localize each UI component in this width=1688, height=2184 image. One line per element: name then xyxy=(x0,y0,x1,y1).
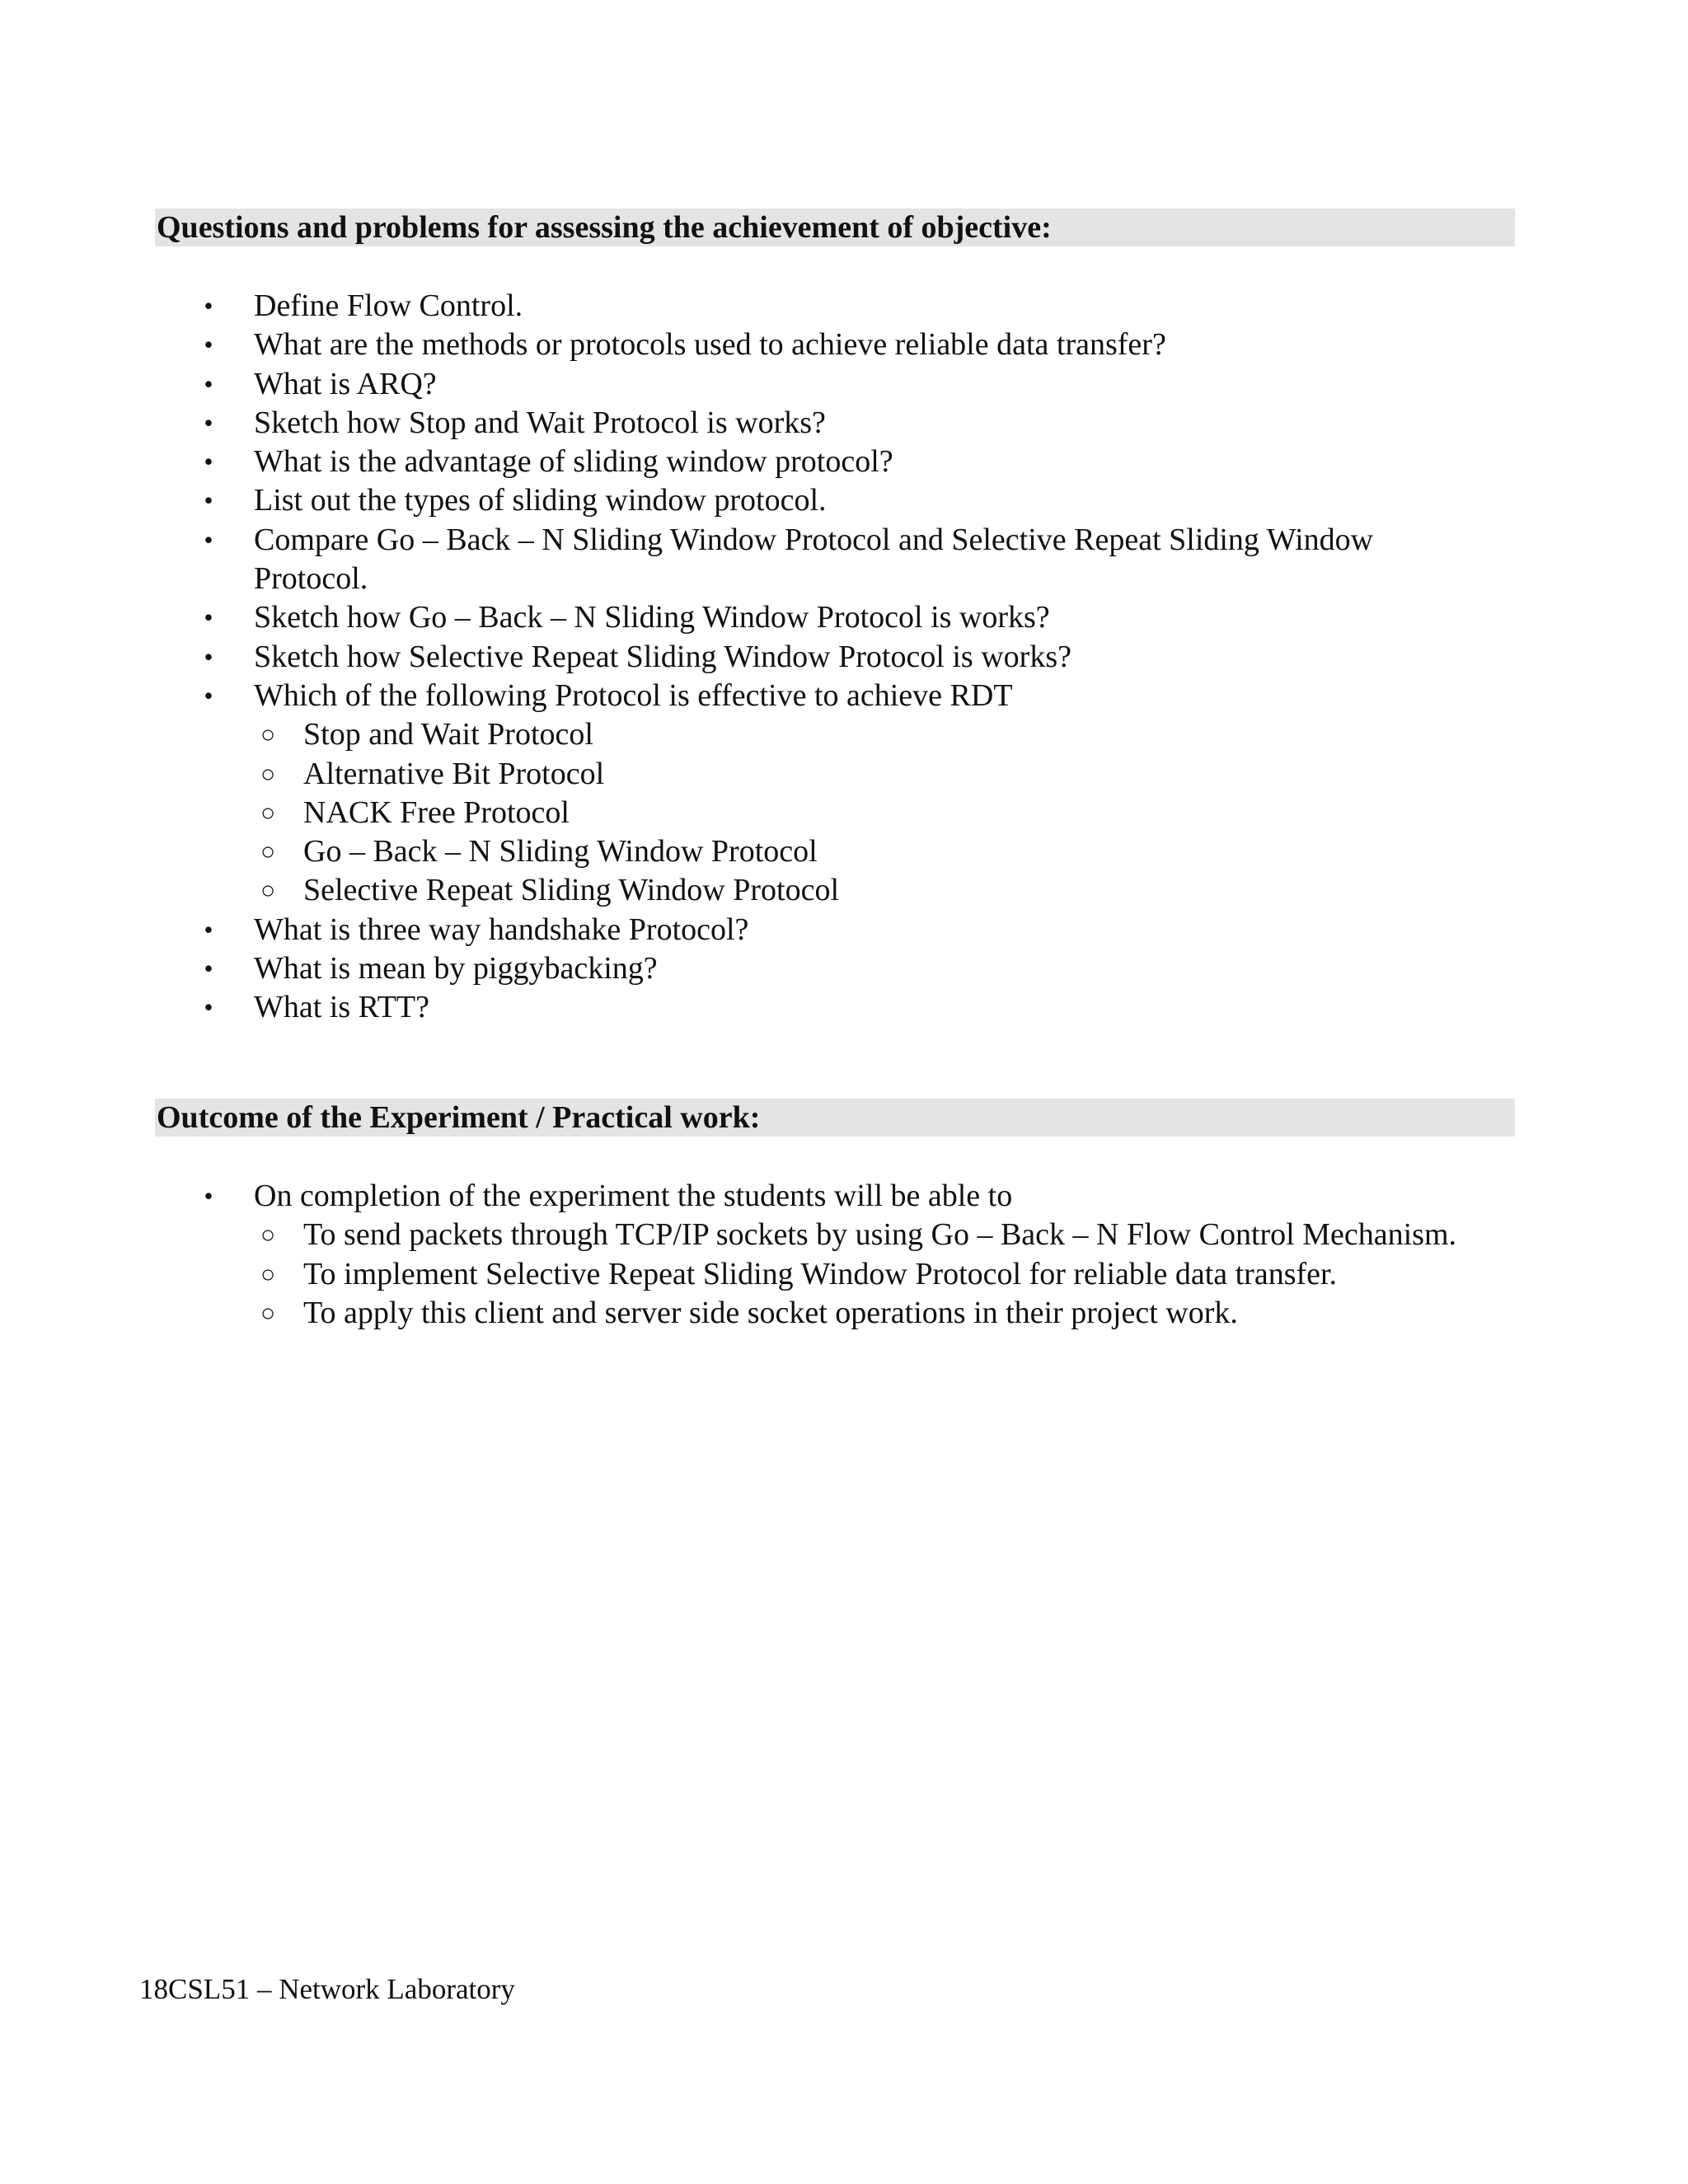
sub-list-item-text: To send packets through TCP/IP sockets by using Go – Back – N Flow Control Mechanism. xyxy=(303,1217,1457,1253)
list-item-text: Compare Go – Back – N Sliding Window Protocol and Selective Repeat Sliding Window Protocol. xyxy=(254,522,1374,597)
sub-list-item xyxy=(0,715,1688,754)
list-item-text: What are the methods or protocols used to achieve reliable data transfer? xyxy=(254,327,1166,363)
hollow-bullet-icon: ○ xyxy=(260,877,276,905)
bullet-icon: • xyxy=(204,447,213,477)
sub-list-item xyxy=(0,832,1688,871)
list-item xyxy=(0,598,1688,637)
bullet-icon: • xyxy=(204,992,213,1023)
sub-list-item xyxy=(0,755,1688,794)
hollow-bullet-icon: ○ xyxy=(260,721,276,749)
bullet-icon: • xyxy=(204,602,213,633)
page-footer: 18CSL51 – Network Laboratory xyxy=(139,1973,515,2005)
list-item xyxy=(0,677,1688,715)
list-item-text: Sketch how Stop and Wait Protocol is works? xyxy=(254,405,826,440)
sub-list-item xyxy=(0,1216,1688,1254)
list-item-text: What is three way handshake Protocol? xyxy=(254,912,749,947)
list-item xyxy=(0,365,1688,404)
sub-list-item-text: To apply this client and server side socket operations in their project work. xyxy=(303,1295,1238,1330)
list-item-text: What is the advantage of sliding window protocol? xyxy=(254,444,893,480)
sub-list-item xyxy=(0,1255,1688,1294)
list-item xyxy=(0,949,1688,988)
bullet-icon: • xyxy=(204,524,213,555)
bullet-icon: • xyxy=(204,291,213,321)
list-item-text: Sketch how Go – Back – N Sliding Window Protocol is works? xyxy=(254,600,1050,635)
bullet-icon: • xyxy=(204,1181,213,1211)
hollow-bullet-icon: ○ xyxy=(260,760,276,788)
bullet-icon: • xyxy=(204,641,213,672)
hollow-bullet-icon: ○ xyxy=(260,1260,276,1288)
list-item xyxy=(0,326,1688,364)
list-item xyxy=(0,1177,1688,1216)
sub-list-item-text: To implement Selective Repeat Sliding Window Protocol for reliable data transfer. xyxy=(303,1256,1338,1291)
list-item xyxy=(0,481,1688,520)
list-item xyxy=(0,911,1688,949)
sub-list-item-text: Alternative Bit Protocol xyxy=(303,756,605,791)
outcome-section-heading: Outcome of the Experiment / Practical work: xyxy=(155,1099,1515,1137)
list-item xyxy=(0,521,1688,599)
hollow-bullet-icon: ○ xyxy=(260,799,276,827)
hollow-bullet-icon: ○ xyxy=(260,1221,276,1249)
bullet-icon: • xyxy=(204,407,213,438)
list-item-text: Define Flow Control. xyxy=(254,288,523,323)
list-item xyxy=(0,443,1688,481)
bullet-icon: • xyxy=(204,914,213,944)
list-item-text: List out the types of sliding window protocol. xyxy=(254,483,827,518)
hollow-bullet-icon: ○ xyxy=(260,1299,276,1327)
questions-section-heading: Questions and problems for assessing the achievement of objective: xyxy=(155,209,1515,246)
list-item xyxy=(0,287,1688,326)
bullet-icon: • xyxy=(204,330,213,360)
bullet-icon: • xyxy=(204,680,213,710)
list-item-text: What is RTT? xyxy=(254,990,429,1025)
sub-list-item xyxy=(0,871,1688,910)
sub-list-item xyxy=(0,1294,1688,1333)
sub-list-item-text: Selective Repeat Sliding Window Protocol xyxy=(303,873,840,908)
list-item xyxy=(0,404,1688,443)
outcome-list xyxy=(0,1177,1688,1333)
sub-list-item-text: Stop and Wait Protocol xyxy=(303,717,593,752)
bullet-icon: • xyxy=(204,485,213,516)
questions-list xyxy=(0,287,1688,1028)
hollow-bullet-icon: ○ xyxy=(260,838,276,866)
list-item xyxy=(0,638,1688,677)
list-item-text: What is ARQ? xyxy=(254,366,437,401)
list-item-text: Which of the following Protocol is effective to achieve RDT xyxy=(254,677,1013,713)
list-item xyxy=(0,988,1688,1027)
list-item-text: On completion of the experiment the students will be able to xyxy=(254,1179,1013,1213)
sub-list-item-text: Go – Back – N Sliding Window Protocol xyxy=(303,834,818,869)
list-item-text: What is mean by piggybacking? xyxy=(254,951,658,987)
sub-list-item xyxy=(0,794,1688,832)
bullet-icon: • xyxy=(204,954,213,984)
list-item-text: Sketch how Selective Repeat Sliding Window Protocol is works? xyxy=(254,639,1071,674)
sub-list-item-text: NACK Free Protocol xyxy=(303,794,570,830)
bullet-icon: • xyxy=(204,368,213,399)
